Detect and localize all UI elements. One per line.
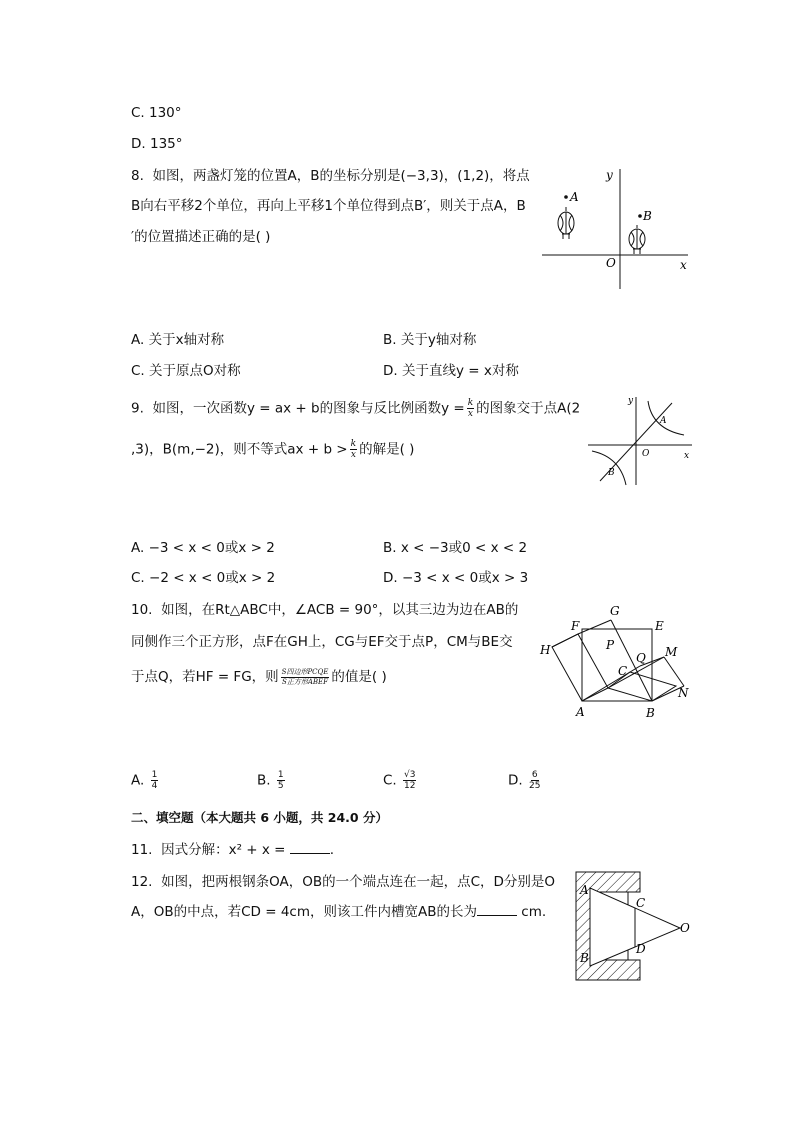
q9-fig-x: x [684,451,690,461]
q10-fig-q: Q [636,651,646,665]
q7-option-c: C. 130° [131,105,182,121]
q10-fig-g: G [610,604,620,618]
q10-fraction [281,668,330,687]
q12-fig-o: O [680,921,690,935]
q9-option-b: B. x < −3或0 < x < 2 [383,540,528,556]
q10-option-b-label: B. [257,772,271,789]
q9-option-c: C. −2 < x < 0或x > 2 [131,570,276,586]
q8-line1 [131,166,530,186]
q10-number: 10. [131,602,153,618]
q12-fig-c: C [636,896,646,910]
q8-fig-b: B [643,209,652,223]
q9-frac2-den: x [350,450,356,460]
q12-fig-a: A [580,883,589,897]
q9-fig-a: A [660,416,667,426]
q9-figure [586,393,696,488]
q9-fraction-2 [350,439,357,460]
q9-frac1-den: x [467,409,473,419]
q10-option-a-label: A. [131,772,145,789]
q12-text-2: A，OB的中点，若CD = 4cm，则该工件内槽宽AB的长为 [131,904,477,920]
lantern-b-icon [629,225,645,254]
q9-option-d: D. −3 < x < 0或x > 3 [383,570,529,586]
q10-option-b-den: 5 [277,781,284,791]
q10-option-c [383,770,418,791]
q10-fig-h: H [540,643,551,657]
q10-fig-e: E [655,619,664,633]
q10-option-d-frac [529,770,540,791]
q8-option-c: C. 关于原点O对称 [131,363,241,379]
q10-option-d-den: 25 [528,781,541,791]
q9-frac2-num: k [350,439,357,449]
q10-option-b-frac [277,770,285,791]
q8-line2: B向右平移2个单位，再向上平移1个单位得到点B′，则关于点A，B [131,198,526,214]
q9-text-3: ,3)，B(m,−2)，则不等式ax + b > [131,441,348,458]
q12-line2 [131,902,546,922]
q10-fig-b: B [646,706,655,720]
q10-option-d [508,770,542,791]
q8-option-d: D. 关于直线y = x对称 [383,363,519,379]
q12-line1 [131,872,555,892]
q9-text-4: 的解是( ) [359,441,415,458]
q9-line1 [131,398,580,419]
q9-fig-y: y [628,396,634,406]
q10-frac-num: S四边形PCQE [281,667,329,676]
q10-text-4: 的值是( ) [331,669,387,685]
lantern-a-icon [558,207,574,239]
q10-line1 [131,600,518,620]
q8-option-a: A. 关于x轴对称 [131,332,225,348]
q11-text: 因式分解：x² + x = [161,842,286,858]
q12-fig-d: D [636,942,646,956]
q8-text-1: 如图，两盏灯笼的位置A，B的坐标分别是(−3,3)，(1,2)，将点 [152,168,530,184]
q10-figure [536,600,696,725]
q9-text-1: 如图，一次函数y = ax + b的图象与反比例函数y = [152,400,465,417]
q10-option-c-frac [403,770,416,791]
q10-option-c-num: √3 [404,770,416,780]
q8-line3: ′的位置描述正确的是( ) [131,229,271,245]
q12-number: 12. [131,874,153,890]
q8-fig-y: y [606,168,613,182]
q12-figure [570,868,695,986]
q7-option-d: D. 135° [131,136,183,152]
q9-line2 [131,439,414,460]
q10-fig-f: F [571,619,580,633]
q10-option-a-frac [151,770,159,791]
q9-frac1-num: k [467,398,474,408]
q10-option-a-den: 4 [151,781,158,791]
q11-answer-blank[interactable] [290,840,330,854]
q10-option-a [131,770,160,791]
q10-fig-a: A [576,705,585,719]
q10-option-c-label: C. [383,772,397,789]
q10-fig-n: N [678,686,689,700]
q11-text-end: . [329,842,335,858]
q8-fig-o: O [606,256,616,270]
q8-figure [540,165,690,295]
q10-text-1: 如图，在Rt△ABC中，∠ACB = 90°，以其三边为边在AB的 [161,602,519,618]
q10-fig-p: P [606,638,615,652]
q8-fig-x: x [680,258,687,272]
q12-text-3: cm. [521,904,547,920]
q9-text-2: 的图象交于点A(2 [476,400,581,417]
q12-answer-blank[interactable] [477,902,517,916]
q11-line [131,840,334,860]
q10-fig-m: M [665,645,678,659]
q10-fig-c: C [618,664,628,678]
q12-fig-b: B [580,951,589,965]
q10-option-b [257,770,287,791]
q9-fig-b: B [608,468,615,478]
q10-option-d-num: 6 [531,770,538,780]
q8-option-b: B. 关于y轴对称 [383,332,477,348]
q10-line3 [131,667,387,687]
section-heading: 二、填空题（本大题共 6 小题，共 24.0 分） [131,810,388,825]
q9-option-a: A. −3 < x < 0或x > 2 [131,540,275,556]
q10-line2: 同侧作三个正方形，点F在GH上，CG与EF交于点P，CM与BE交 [131,634,513,650]
q9-fraction-1 [467,398,474,419]
q10-frac-den: S正方形ABEF [282,677,329,686]
q9-fig-o: O [642,449,650,459]
q8-fig-a: A [570,190,579,204]
q10-option-b-num: 1 [277,770,284,780]
q10-option-c-den: 12 [404,781,416,791]
q10-text-3: 于点Q，若HF = FG，则 [131,669,279,685]
q9-number: 9. [131,400,144,417]
q10-option-d-label: D. [508,772,523,789]
q11-number: 11. [131,842,153,858]
q12-text-1: 如图，把两根钢条OA，OB的一个端点连在一起，点C，D分别是O [161,874,556,890]
q8-number: 8. [131,168,144,184]
q10-option-a-num: 1 [151,770,158,780]
